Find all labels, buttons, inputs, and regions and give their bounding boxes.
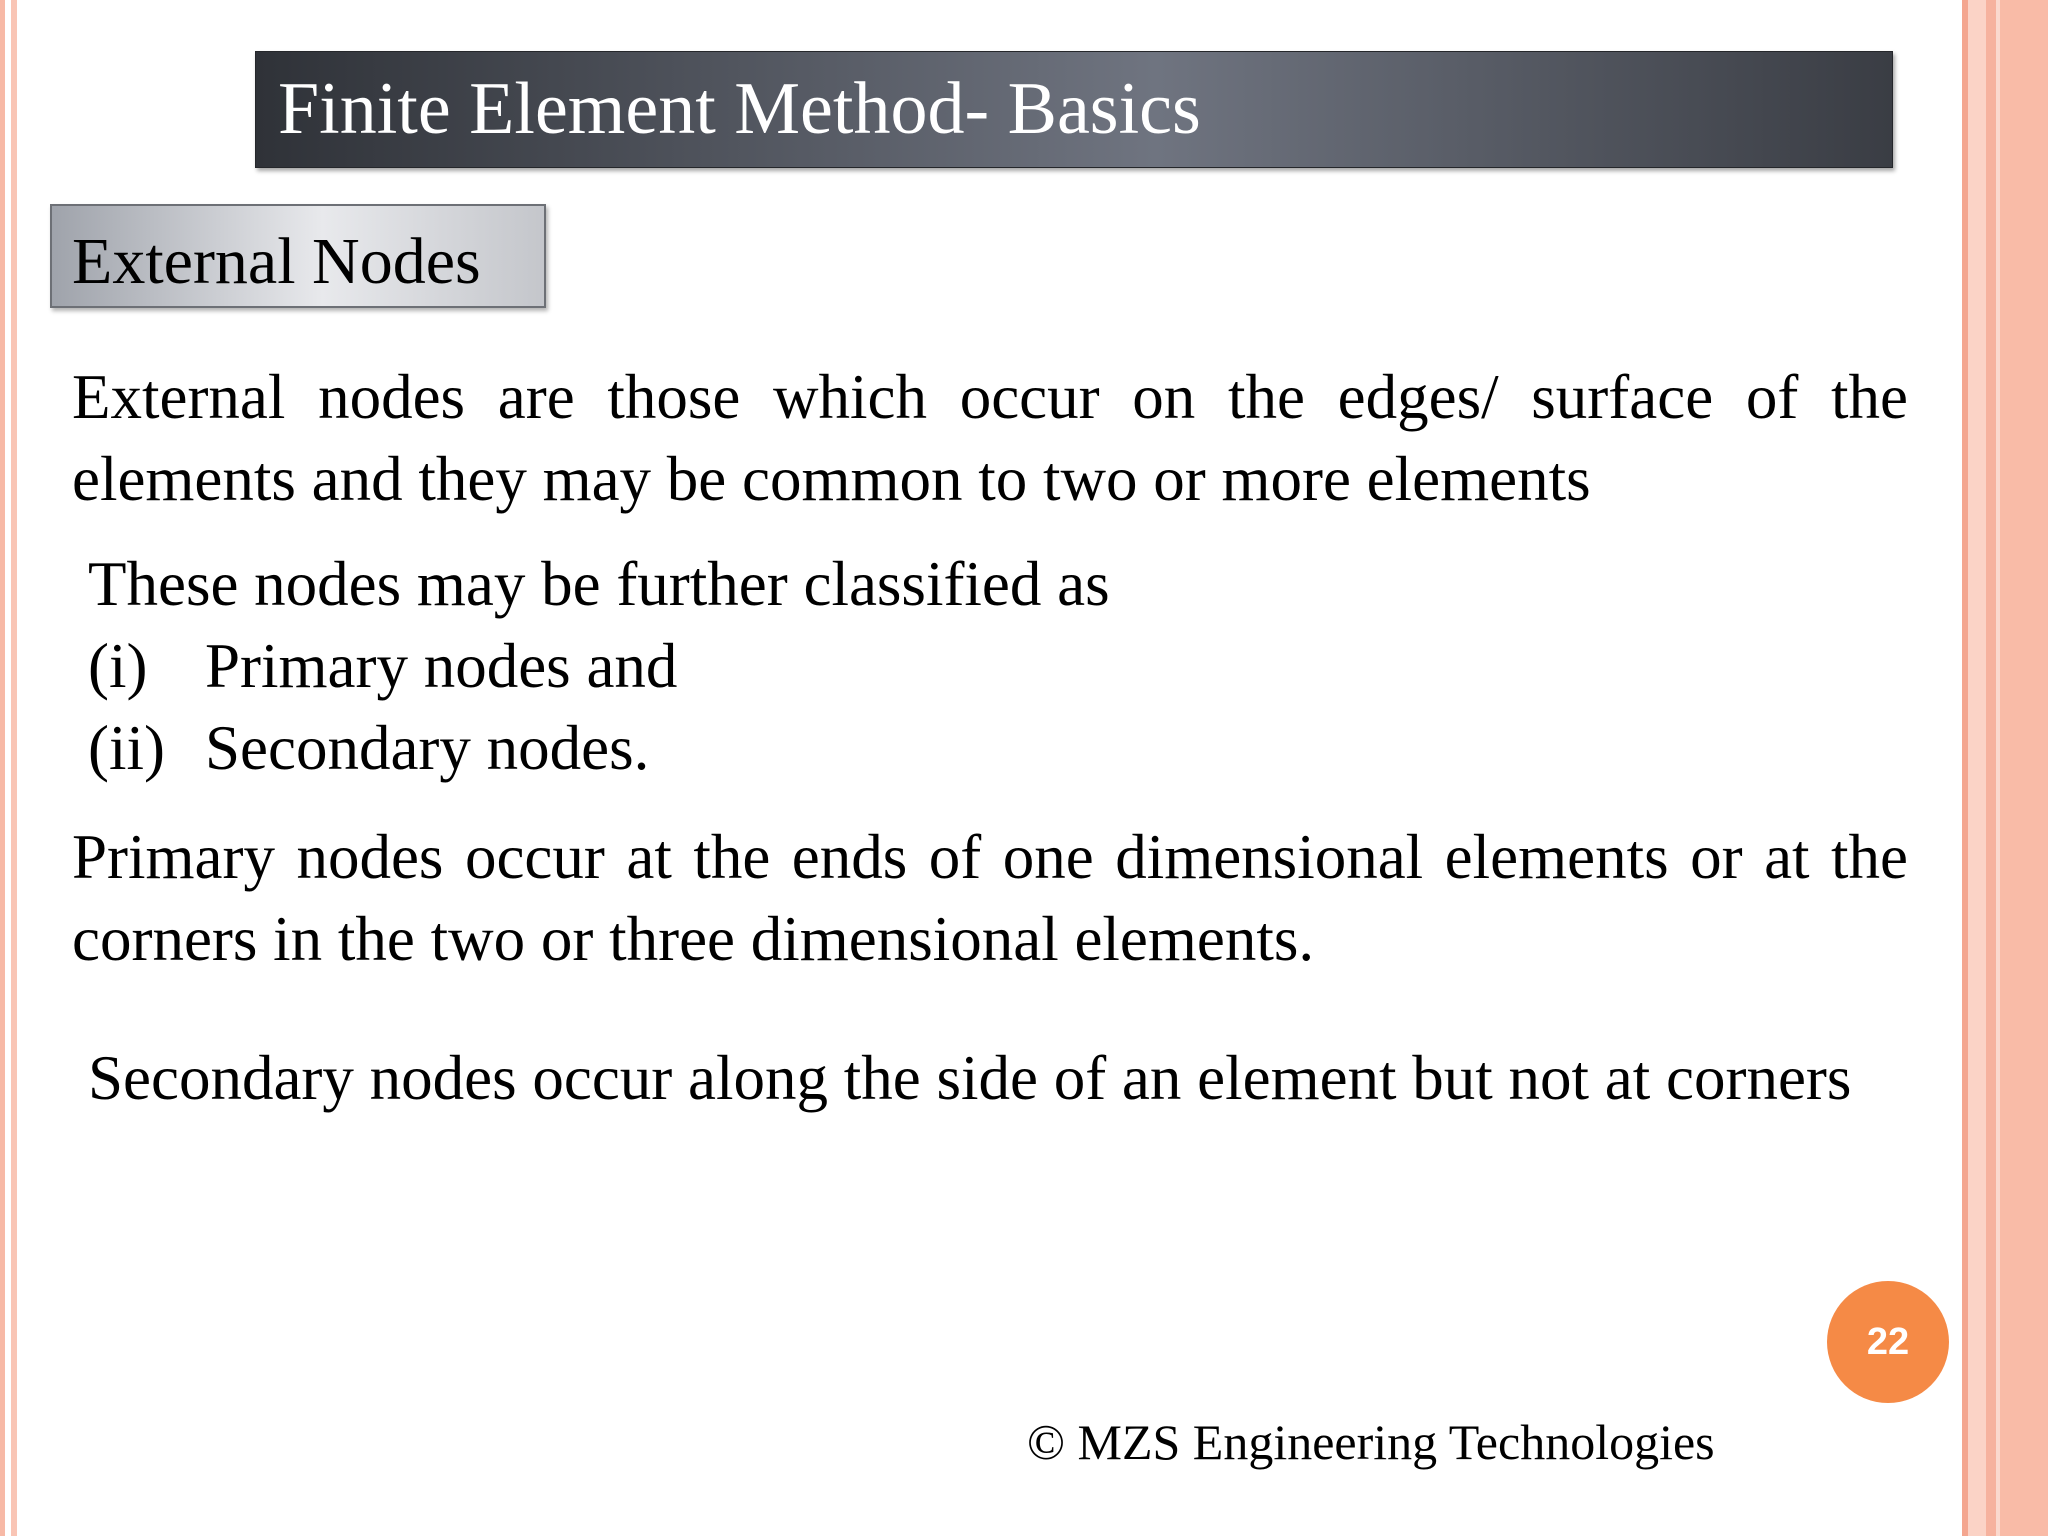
footer-copyright: © MZS Engineering Technologies [1027, 1414, 1715, 1470]
right-decorative-stripe [1968, 0, 1986, 1536]
list-item-number: (i) [88, 631, 148, 701]
slide-title: Finite Element Method- Basics [278, 68, 1201, 150]
subheading-box [50, 204, 546, 308]
list-item-text: Primary nodes and [205, 631, 678, 701]
left-decorative-stripe [0, 0, 5, 1536]
list-item-text: Secondary nodes. [205, 713, 650, 783]
subheading: External Nodes [72, 225, 481, 298]
paragraph-classification: These nodes may be further classified as [88, 549, 1110, 619]
slide-title-bar [255, 51, 1893, 168]
paragraph-primary-nodes: Primary nodes occur at the ends of one dimensional elements or at the corners in the two or three dimensional elements. [72, 822, 1908, 974]
right-decorative-stripe [2000, 0, 2048, 1536]
paragraph-secondary-nodes: Secondary nodes occur along the side of an element but not at corners [88, 1043, 1852, 1113]
right-decorative-stripe [1986, 0, 1996, 1536]
paragraph-external-nodes: External nodes are those which occur on the edges/ surface of the elements and they may be common to two or more elements [72, 362, 1908, 514]
left-decorative-stripe [11, 0, 17, 1536]
page-number-badge: 22 [1827, 1281, 1949, 1403]
list-item-number: (ii) [88, 713, 165, 783]
